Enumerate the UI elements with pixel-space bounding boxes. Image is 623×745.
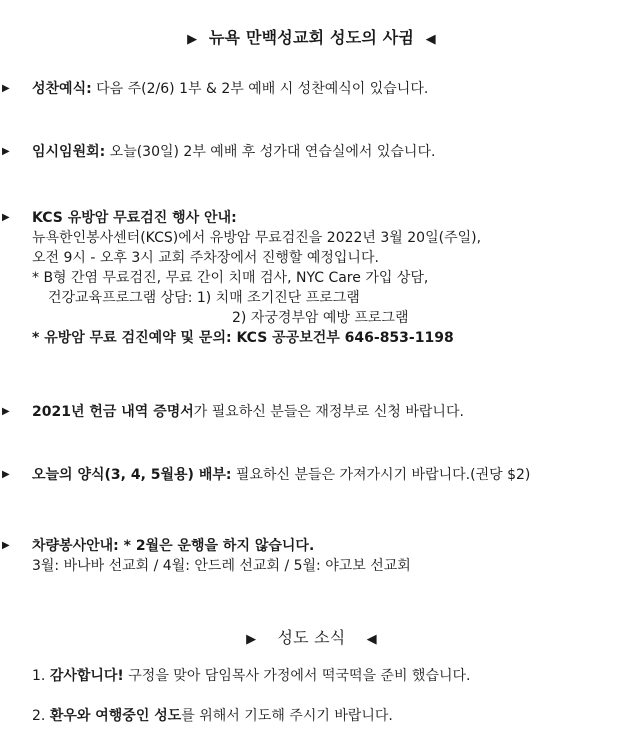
right-triangle-icon: ▶ — [246, 632, 257, 647]
announcement-text: 가 필요하신 분들은 재정부로 신청 바랍니다. — [193, 404, 464, 420]
announcement-label: 2021년 헌금 내역 증명서 — [32, 404, 194, 420]
announcement-devotional — [2, 465, 615, 485]
announcement-label: 오늘의 양식(3, 4, 5월용) 배부: — [32, 467, 232, 483]
bullet-icon: ▶ — [2, 212, 10, 223]
announcement-label: 성찬예식: — [32, 81, 92, 97]
news-item-2 — [32, 706, 393, 726]
announcement-kcs — [2, 208, 615, 348]
announcement-meeting — [2, 142, 615, 162]
left-triangle-icon: ◀ — [366, 632, 377, 647]
announcement-label: 임시임원회: — [32, 144, 106, 160]
news-label: 환우와 여행중인 성도 — [49, 708, 182, 724]
news-item-1 — [32, 666, 470, 686]
bullet-icon: ▶ — [2, 146, 10, 157]
section-title-news — [0, 628, 623, 650]
shuttle-schedule: 3월: 바나바 선교회 / 4월: 안드레 선교회 / 5월: 야고보 선교회 — [32, 558, 411, 574]
left-triangle-icon: ◀ — [425, 32, 436, 47]
announcement-label: 차량봉사안내: — [32, 538, 119, 554]
kcs-line-6: * 유방암 무료 검진예약 및 문의: KCS 공공보건부 646-853-1198 — [32, 330, 454, 346]
news-label: 감사합니다! — [49, 668, 124, 684]
news-text: 를 위해서 기도해 주시기 바랍니다. — [181, 708, 393, 724]
section-title-fellowship — [0, 28, 623, 50]
section-title-text: 뉴욕 만백성교회 성도의 사귐 — [208, 28, 415, 47]
announcement-text: 다음 주(2/6) 1부 & 2부 예배 시 성찬예식이 있습니다. — [91, 81, 429, 97]
bullet-icon: ▶ — [2, 540, 10, 551]
news-text: 구정을 맞아 담임목사 가정에서 떡국떡을 준비 했습니다. — [123, 668, 471, 684]
announcement-text: 오늘(30일) 2부 예배 후 성가대 연습실에서 있습니다. — [105, 144, 436, 160]
kcs-line-1: 뉴욕한인봉사센터(KCS)에서 유방암 무료검진을 2022년 3월 20일(주일), — [32, 230, 482, 246]
announcement-text: 필요하신 분들은 가져가시기 바랍니다.(권당 $2) — [231, 467, 531, 483]
announcement-shuttle — [2, 536, 615, 576]
right-triangle-icon: ▶ — [187, 32, 198, 47]
kcs-line-4: 건강교육프로그램 상담: 1) 치매 조기진단 프로그램 — [48, 290, 360, 306]
kcs-line-5: 2) 자궁경부암 예방 프로그램 — [232, 310, 409, 326]
bullet-icon: ▶ — [2, 83, 10, 94]
bullet-icon: ▶ — [2, 406, 10, 417]
bullet-icon: ▶ — [2, 469, 10, 480]
announcement-tax-receipt — [2, 402, 615, 422]
kcs-line-3: * B형 간염 무료검진, 무료 간이 치매 검사, NYC Care 가입 상담, — [32, 270, 429, 286]
news-number: 1. — [32, 668, 46, 684]
kcs-line-2: 오전 9시 - 오후 3시 교회 주차장에서 진행할 예정입니다. — [32, 250, 379, 266]
section-title-text: 성도 소식 — [277, 628, 346, 647]
news-number: 2. — [32, 708, 46, 724]
announcement-label: KCS 유방암 무료검진 행사 안내: — [32, 210, 237, 226]
announcement-communion — [2, 79, 615, 99]
shuttle-note: * 2월은 운행을 하지 않습니다. — [118, 538, 315, 554]
